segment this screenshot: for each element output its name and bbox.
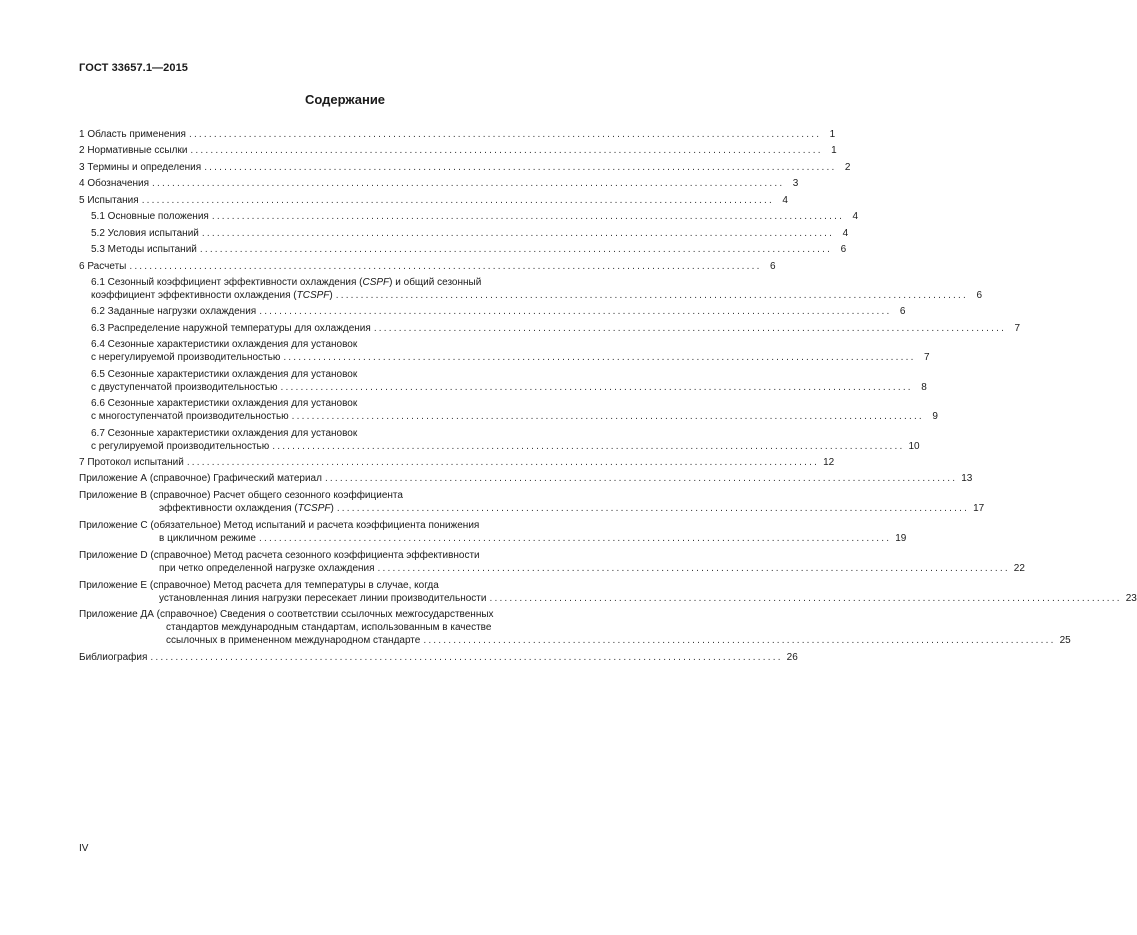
- toc-appendix-b[interactable]: [79, 489, 985, 515]
- leader-dots: ...............................................................................................................................: [336, 503, 970, 515]
- toc-page-number: 4: [852, 211, 859, 223]
- toc-entry-title-line2: с нерегулируемой производительностью: [91, 352, 281, 364]
- toc-page-number: 7: [1014, 322, 1021, 334]
- toc-page-number: 25: [1059, 635, 1071, 647]
- toc-entry-title-line1-end: ) и общий сезонный: [389, 276, 482, 288]
- toc-entry-title: 5.3 Методы испытаний: [91, 244, 197, 256]
- toc-page-number: 13: [961, 473, 973, 485]
- toc-entry-title: 2 Нормативные ссылки: [79, 145, 188, 157]
- toc-page-number: 6: [976, 289, 982, 301]
- toc-entry-3[interactable]: [79, 161, 851, 174]
- leader-dots: ...............................................................................................................................: [150, 652, 783, 664]
- toc-entry-title-line1: 6.1 Сезонный коэффициент эффективности охлаждения (: [91, 276, 363, 288]
- toc-entry-title-line2: коэффициент эффективности охлаждения (: [91, 289, 297, 301]
- toc-appendix-da[interactable]: [79, 608, 1071, 647]
- toc-page-number: 19: [895, 533, 907, 545]
- toc-page-number: 10: [908, 440, 920, 452]
- toc-entry-title-line1: Приложение ДА (справочное) Сведения о соответствии ссылочных межгосударственных: [79, 609, 494, 621]
- toc-entry-title: 3 Термины и определения: [79, 161, 202, 173]
- toc-page-number: 22: [1013, 562, 1025, 574]
- abbr-cspf: CSPF: [362, 276, 390, 288]
- leader-dots: ...............................................................................................................................: [204, 161, 837, 173]
- toc-page-number: 12: [823, 457, 835, 468]
- toc-entry-title: 5 Испытания: [79, 194, 139, 206]
- leader-dots: ...............................................................................................................................: [199, 244, 833, 256]
- toc-entry-title-line1: 6.7 Сезонные характеристики охлаждения для установок: [91, 427, 358, 439]
- toc-entry-title: 4 Обозначения: [79, 178, 150, 190]
- abbr-tcspf: TCSPF: [297, 503, 331, 515]
- toc-page-number: 6: [840, 244, 847, 256]
- page-number-footer: IV: [79, 843, 89, 854]
- toc-entry-title-line1: 6.6 Сезонные характеристики охлаждения для установок: [91, 398, 358, 410]
- toc-page-number: 1: [829, 129, 836, 140]
- leader-dots: ...............................................................................................................................: [258, 533, 892, 545]
- leader-dots: ...............................................................................................................................: [272, 440, 905, 452]
- toc-appendix-a[interactable]: [79, 472, 973, 485]
- toc-entry-title-line2-end: ): [330, 503, 334, 515]
- toc-page-number: 1: [831, 145, 837, 157]
- abbr-tcspf: TCSPF: [296, 289, 330, 301]
- table-of-contents: [79, 128, 1137, 668]
- toc-page-number: 4: [842, 227, 849, 239]
- toc-entry-6-4[interactable]: [79, 338, 930, 364]
- leader-dots: ...............................................................................................................................: [423, 635, 1056, 647]
- leader-dots: ...............................................................................................................................: [129, 260, 762, 272]
- toc-page-number: 17: [973, 503, 985, 515]
- toc-entry-4[interactable]: [79, 177, 799, 190]
- leader-dots: ...............................................................................................................................: [377, 562, 1010, 574]
- toc-entry-title-line2: с двуступенчатой производительностью: [91, 381, 278, 393]
- toc-entry-2[interactable]: [79, 144, 837, 157]
- toc-entry-7[interactable]: [79, 456, 835, 469]
- toc-page-number: 6: [770, 260, 776, 272]
- toc-page-number: 23: [1125, 592, 1137, 604]
- toc-appendix-d[interactable]: [79, 549, 1025, 575]
- toc-appendix-e[interactable]: [79, 579, 1137, 605]
- toc-entry-title-line2: при четко определенной нагрузке охлаждения: [159, 562, 375, 574]
- toc-entry-title-line1: Приложение С (обязательное) Метод испытаний и расчета коэффициента понижения: [79, 520, 480, 532]
- toc-entry-title: 5.2 Условия испытаний: [91, 227, 199, 239]
- leader-dots: ...............................................................................................................................: [211, 211, 845, 223]
- toc-entry-6-2[interactable]: [79, 305, 906, 318]
- toc-entry-1[interactable]: [79, 128, 836, 141]
- toc-entry-title-line1: 6.4 Сезонные характеристики охлаждения для установок: [91, 339, 358, 351]
- toc-page-number: 4: [782, 194, 788, 206]
- toc-entry-title: Библиография: [79, 652, 148, 664]
- toc-page-number: 9: [932, 411, 938, 423]
- toc-entry-title: 6 Расчеты: [79, 260, 127, 272]
- leader-dots: ...............................................................................................................................: [280, 381, 913, 393]
- toc-entry-title-line1: Приложение Е (справочное) Метод расчета для температуры в случае, когда: [79, 579, 439, 591]
- document-header: ГОСТ 33657.1—2015: [79, 62, 189, 74]
- toc-page-number: 6: [899, 306, 906, 318]
- leader-dots: ...............................................................................................................................: [324, 473, 958, 485]
- toc-entry-title-line2: с регулируемой производительностью: [91, 440, 270, 452]
- leader-dots: ...............................................................................................................................: [291, 411, 924, 423]
- leader-dots: ...............................................................................................................................: [186, 457, 820, 468]
- leader-dots: ...............................................................................................................................: [283, 352, 916, 364]
- toc-entry-title-line2: с многоступенчатой производительностью: [91, 411, 289, 423]
- toc-page-number: 3: [792, 178, 799, 190]
- toc-entry-5-1[interactable]: [79, 210, 859, 223]
- toc-entry-title-line1: Приложение В (справочное) Расчет общего сезонного коэффициента: [79, 490, 403, 502]
- toc-page-number: 2: [844, 161, 851, 173]
- toc-entry-title: Приложение А (справочное) Графический материал: [79, 473, 322, 485]
- leader-dots: ...............................................................................................................................: [152, 178, 785, 190]
- toc-entry-title-line1: 6.5 Сезонные характеристики охлаждения для установок: [91, 368, 358, 380]
- toc-entry-title-line1: Приложение D (справочное) Метод расчета сезонного коэффициента эффективности: [79, 549, 480, 561]
- toc-page-number: 7: [924, 352, 930, 364]
- toc-entry-5-2[interactable]: [79, 227, 849, 240]
- toc-entry-title-line2: стандартов международным стандартам, использованным в качестве: [166, 622, 492, 634]
- leader-dots: ...............................................................................................................................: [188, 129, 822, 140]
- leader-dots: ...............................................................................................................................: [190, 145, 823, 157]
- toc-entry-6-7[interactable]: [79, 427, 920, 453]
- leader-dots: ...............................................................................................................................: [335, 289, 968, 301]
- toc-entry-title-line2: в цикличном режиме: [159, 533, 256, 545]
- toc-entry-title-line2-end: ): [329, 289, 333, 301]
- toc-appendix-c[interactable]: [79, 519, 907, 545]
- leader-dots: ...............................................................................................................................: [259, 306, 892, 318]
- toc-entry-title: 6.2 Заданные нагрузки охлаждения: [91, 306, 257, 318]
- toc-entry-6-5[interactable]: [79, 368, 927, 394]
- toc-page-number: 8: [921, 381, 927, 393]
- toc-entry-title: 1 Область применения: [79, 129, 186, 140]
- page-title: Содержание: [304, 92, 386, 107]
- toc-entry-title: 7 Протокол испытаний: [79, 457, 184, 468]
- toc-entry-title-line2: установленная линия нагрузки пересекает линии производительности: [159, 592, 487, 604]
- leader-dots: ...............................................................................................................................: [489, 592, 1122, 604]
- toc-entry-title-line2: эффективности охлаждения (: [159, 503, 298, 515]
- toc-entry-6-6[interactable]: [79, 397, 938, 423]
- toc-bibliography[interactable]: [79, 651, 798, 664]
- leader-dots: ...............................................................................................................................: [141, 194, 774, 206]
- toc-entry-title-line3: ссылочных в примененном международном стандарте: [166, 635, 421, 647]
- toc-entry-5[interactable]: [79, 194, 788, 207]
- toc-entry-5-3[interactable]: [79, 243, 847, 256]
- leader-dots: ...............................................................................................................................: [201, 227, 835, 239]
- toc-entry-title: 5.1 Основные положения: [91, 211, 209, 223]
- leader-dots: ...............................................................................................................................: [373, 322, 1007, 334]
- toc-entry-6[interactable]: [79, 260, 776, 273]
- toc-entry-title: 6.3 Распределение наружной температуры для охлаждения: [91, 322, 371, 334]
- toc-entry-6-1[interactable]: [79, 276, 982, 302]
- toc-entry-6-3[interactable]: [79, 322, 1021, 335]
- toc-page-number: 26: [786, 652, 798, 664]
